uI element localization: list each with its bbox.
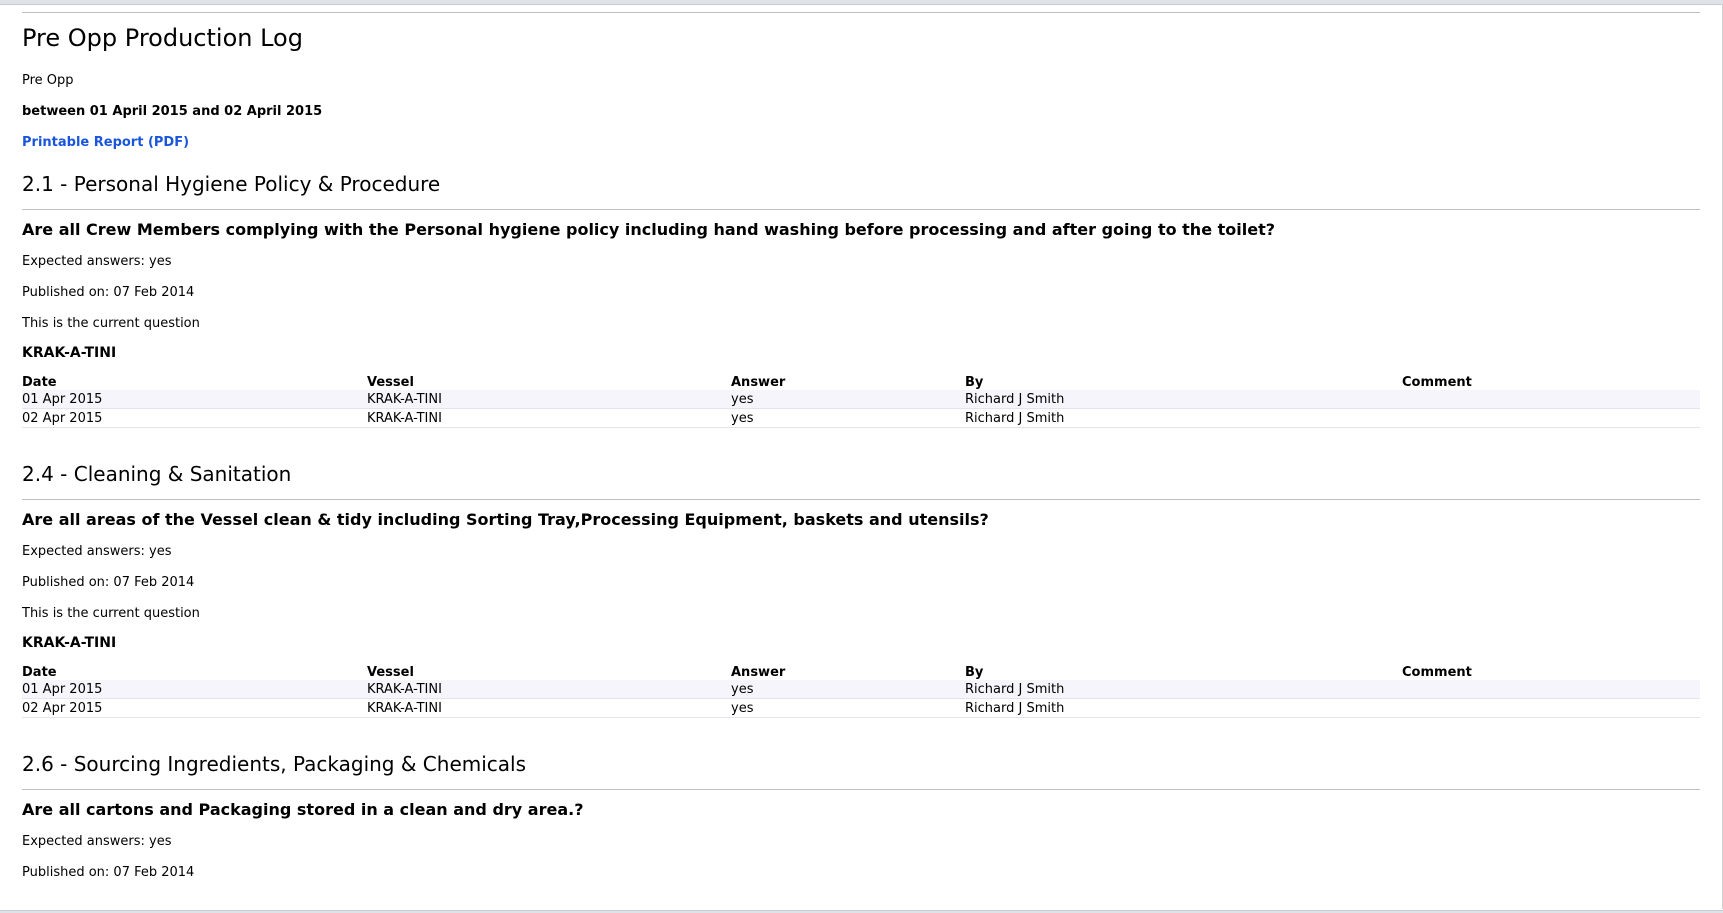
cell-date: 01 Apr 2015 [22,680,367,699]
cell-date: 02 Apr 2015 [22,409,367,428]
section-divider [22,499,1700,500]
cell-comment [1402,409,1700,428]
section-2-4 [22,461,1700,718]
vessel-heading: KRAK-A-TINI [22,635,117,651]
cell-vessel: KRAK-A-TINI [367,699,731,718]
table-row [22,409,1700,428]
cell-vessel: KRAK-A-TINI [367,680,731,699]
col-date: Date [22,665,57,680]
cell-answer: yes [731,680,965,699]
vessel-heading: KRAK-A-TINI [22,345,117,361]
current-question-note: This is the current question [22,316,200,331]
col-answer: Answer [731,375,786,390]
cell-comment [1402,680,1700,699]
table-row [22,680,1700,699]
published-date: Published on: 07 Feb 2014 [22,575,195,590]
cell-answer: yes [731,409,965,428]
section-title: 2.4 - Cleaning & Sanitation [22,462,292,486]
section-2-1 [22,171,1700,428]
cell-by: Richard J Smith [965,409,1402,428]
cell-by: Richard J Smith [965,390,1402,409]
date-range: between 01 April 2015 and 02 April 2015 [22,104,323,119]
question-text: Are all cartons and Packaging stored in a clean and dry area.? [22,800,584,819]
cell-vessel: KRAK-A-TINI [367,409,731,428]
col-vessel: Vessel [367,665,414,680]
section-title: 2.1 - Personal Hygiene Policy & Procedure [22,172,441,196]
page-title: Pre Opp Production Log [22,24,303,52]
section-2-6 [22,751,1700,881]
question-text: Are all Crew Members complying with the Personal hygiene policy including hand washing before processing and after going to the toilet? [22,220,1275,239]
cell-by: Richard J Smith [965,680,1402,699]
section-divider [22,789,1700,790]
current-question-note: This is the current question [22,606,200,621]
cell-by: Richard J Smith [965,699,1402,718]
expected-answers: Expected answers: yes [22,544,172,559]
cell-date: 02 Apr 2015 [22,699,367,718]
col-comment: Comment [1402,375,1472,390]
table-header-row [22,372,1700,390]
table-row [22,699,1700,718]
col-by: By [965,665,984,680]
cell-comment [1402,390,1700,409]
expected-answers: Expected answers: yes [22,834,172,849]
table-row [22,390,1700,409]
cell-answer: yes [731,390,965,409]
cell-date: 01 Apr 2015 [22,390,367,409]
col-by: By [965,375,984,390]
answers-table [22,372,1700,428]
cell-vessel: KRAK-A-TINI [367,390,731,409]
question-text: Are all areas of the Vessel clean & tidy including Sorting Tray,Processing Equipment, baskets and utensils? [22,510,989,529]
cell-comment [1402,699,1700,718]
answers-table [22,662,1700,718]
section-divider [22,209,1700,210]
section-title: 2.6 - Sourcing Ingredients, Packaging & Chemicals [22,752,527,776]
col-answer: Answer [731,665,786,680]
header-divider [22,12,1700,13]
report-content [22,12,1700,881]
col-date: Date [22,375,57,390]
table-header-row [22,662,1700,680]
col-vessel: Vessel [367,375,414,390]
printable-report-link[interactable]: Printable Report (PDF) [22,135,190,150]
cell-answer: yes [731,699,965,718]
published-date: Published on: 07 Feb 2014 [22,865,195,880]
expected-answers: Expected answers: yes [22,254,172,269]
published-date: Published on: 07 Feb 2014 [22,285,195,300]
site-name: Pre Opp [22,73,74,88]
col-comment: Comment [1402,665,1472,680]
